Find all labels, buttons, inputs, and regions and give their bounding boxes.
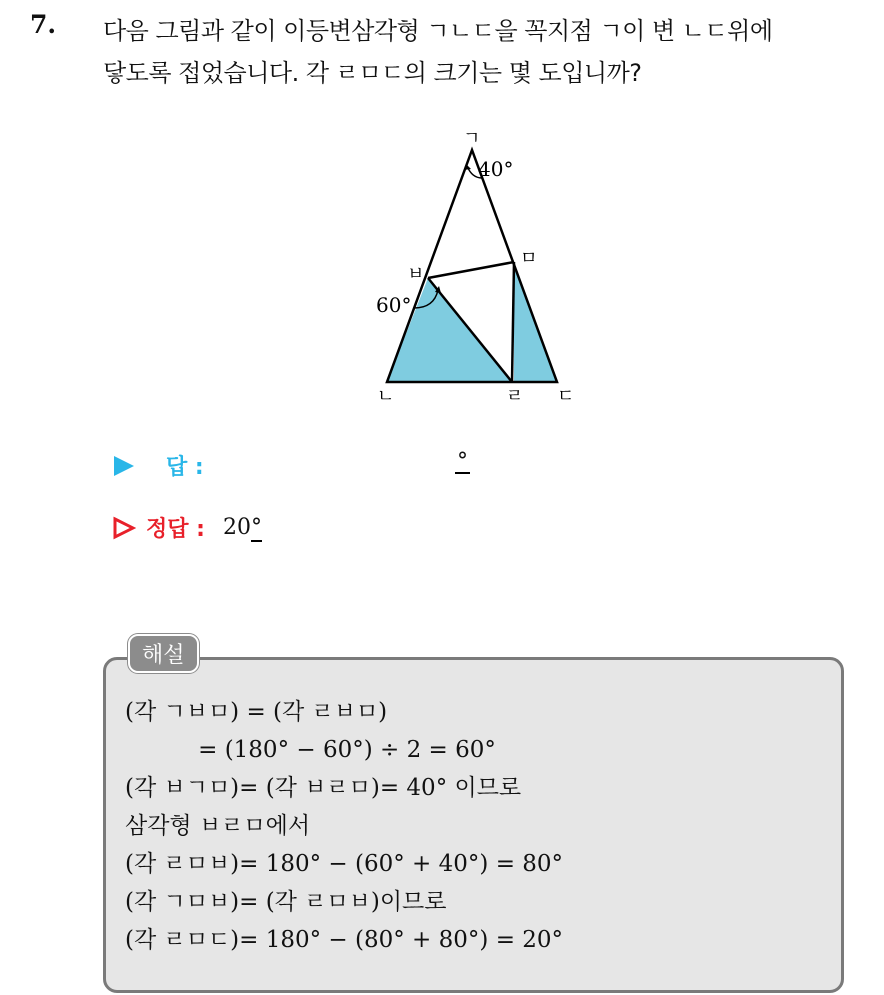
vertex-label-bieup: ㅂ bbox=[407, 264, 425, 285]
vertex-label-digeut: ㄷ bbox=[557, 386, 575, 407]
correct-answer-value bbox=[223, 515, 262, 540]
correct-answer-unit: ° bbox=[250, 515, 262, 540]
angle-label-60: 60° bbox=[376, 293, 412, 317]
answer-row bbox=[112, 450, 204, 481]
explanation-tab: 해설 bbox=[128, 634, 199, 673]
fold-line-mr bbox=[512, 262, 514, 382]
explanation-line: (각 ㄹㅁㅂ)= 180° − (60° + 40°) = 80° bbox=[125, 851, 564, 877]
angle-label-40: 40° bbox=[478, 157, 514, 181]
outline-triangle-icon bbox=[112, 516, 136, 540]
correct-answer-label: 정답 : bbox=[146, 517, 205, 542]
answer-blank[interactable]: ° bbox=[457, 449, 468, 474]
answer-label: 답 : bbox=[166, 455, 204, 480]
question-number: 7. bbox=[30, 10, 57, 39]
question-text bbox=[103, 10, 873, 94]
question-line-1: 다음 그림과 같이 이등변삼각형 ㄱㄴㄷ을 꼭지점 ㄱ이 변 ㄴㄷ위에 bbox=[103, 17, 773, 45]
vertex-label-rieul: ㄹ bbox=[506, 386, 524, 407]
explanation-line: 삼각형 ㅂㄹㅁ에서 bbox=[125, 813, 311, 839]
vertex-label-nieun: ㄴ bbox=[377, 386, 395, 407]
explanation-line: (각 ㄹㅁㄷ)= 180° − (80° + 80°) = 20° bbox=[125, 927, 564, 953]
fold-line-bm bbox=[428, 262, 514, 278]
explanation-line: (각 ㅂㄱㅁ)= (각 ㅂㄹㅁ)= 40° 이므로 bbox=[125, 775, 522, 801]
explanation-lines bbox=[125, 693, 563, 959]
correct-answer-row bbox=[112, 512, 262, 543]
vertex-label-mieum: ㅁ bbox=[520, 248, 538, 269]
play-triangle-icon bbox=[112, 454, 136, 478]
vertex-label-giyeok: ㄱ bbox=[463, 128, 481, 149]
correct-answer-number: 20 bbox=[222, 515, 251, 540]
explanation-line: = (180° − 60°) ÷ 2 = 60° bbox=[125, 737, 496, 763]
explanation-line: (각 ㄱㅁㅂ)= (각 ㄹㅁㅂ)이므로 bbox=[125, 889, 447, 915]
question-line-2: 닿도록 접었습니다. 각 ㄹㅁㄷ의 크기는 몇 도입니까? bbox=[103, 59, 642, 87]
explanation-line: (각 ㄱㅂㅁ) = (각 ㄹㅂㅁ) bbox=[125, 699, 388, 725]
folded-triangle-figure bbox=[360, 120, 600, 410]
